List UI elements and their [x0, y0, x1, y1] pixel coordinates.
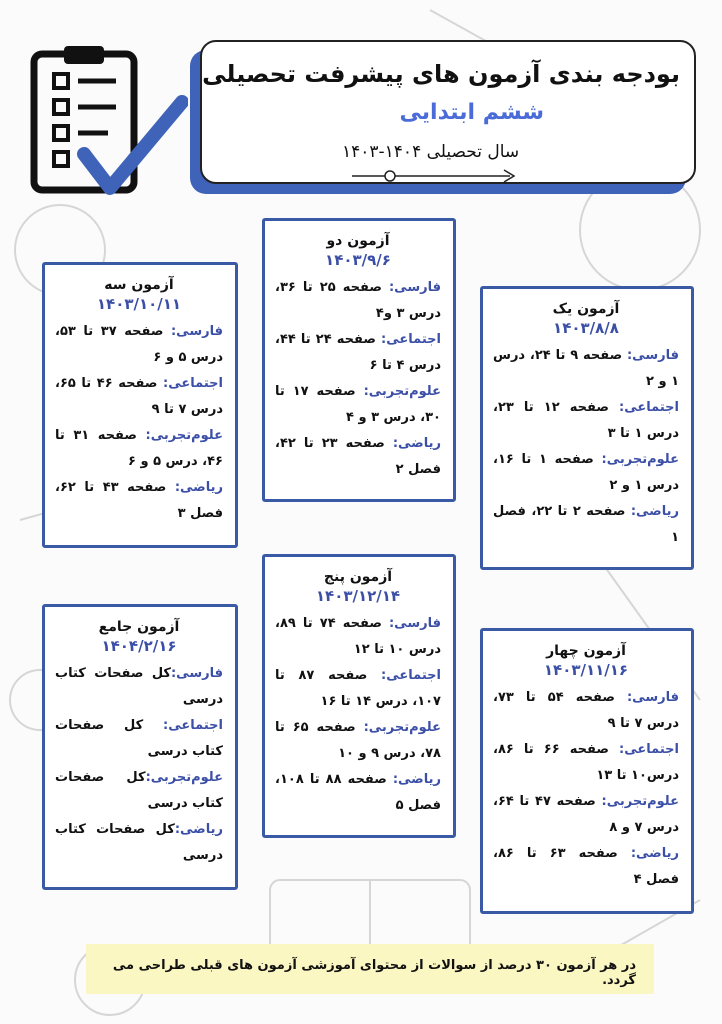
page-title: بودجه بندی آزمون های پیشرفت تحصیلی [202, 60, 680, 88]
subject-label: علوم‌تجربی: [145, 770, 223, 785]
subject-label: ریاضی: [174, 480, 223, 495]
subject-pages: صفحه ۱۲ تا ۲۳، درس ۱ تا ۳ [493, 400, 679, 441]
exam-item-social [275, 327, 441, 379]
subject-pages: کل صفحات کتاب درسی [55, 822, 223, 863]
subject-pages: کل صفحات کتاب درسی [55, 718, 223, 759]
subject-pages: کل صفحات کتاب درسی [55, 770, 223, 811]
exam-date: ۱۴۰۳/۹/۶ [325, 251, 391, 269]
exam-item-farsi [55, 661, 223, 713]
subject-label: اجتماعی: [619, 400, 679, 415]
subject-label: فارسی: [388, 616, 441, 631]
exam-card-5 [262, 554, 456, 838]
academic-year: سال تحصیلی ۱۴۰۴-۱۴۰۳ [342, 142, 520, 162]
subject-pages: صفحه ۳۱ تا ۴۶، درس ۵ و ۶ [55, 428, 223, 469]
exam-title: آزمون سه [104, 277, 174, 293]
subject-pages: صفحه ۲۴ تا ۴۴، درس ۴ تا ۶ [275, 332, 441, 373]
exam-date: ۱۴۰۳/۸/۸ [553, 319, 619, 337]
exam-card-comprehensive [42, 604, 238, 890]
exam-date: ۱۴۰۴/۲/۱۶ [101, 637, 177, 655]
exam-title: آزمون دو [326, 233, 390, 249]
exam-item-science [275, 379, 441, 431]
exam-item-math [55, 475, 223, 527]
exam-item-science [493, 789, 679, 841]
exam-date: ۱۴۰۳/۱۰/۱۱ [96, 295, 182, 313]
exam-title: آزمون جامع [98, 619, 180, 635]
exam-card-3 [42, 262, 238, 548]
exam-item-math [275, 767, 441, 819]
exam-item-social [493, 395, 679, 447]
subject-label: علوم‌تجربی: [363, 720, 441, 735]
subject-pages: صفحه ۶۵ تا ۷۸، درس ۹ و ۱۰ [275, 720, 441, 761]
subject-label: اجتماعی: [619, 742, 679, 757]
exam-date: ۱۴۰۳/۱۲/۱۴ [315, 587, 401, 605]
subject-label: علوم‌تجربی: [363, 384, 441, 399]
exam-title: آزمون پنج [323, 569, 393, 585]
exam-item-farsi [275, 611, 441, 663]
subject-pages: صفحه ۵۴ تا ۷۳، درس ۷ تا ۹ [493, 690, 679, 731]
exam-item-math [275, 431, 441, 483]
subject-pages: صفحه ۲۵ تا ۳۶، درس ۳ و۴ [275, 280, 441, 321]
subject-label: ریاضی: [630, 846, 679, 861]
exam-item-farsi [493, 685, 679, 737]
subject-pages: صفحه ۱۷ تا ۳۰، درس ۳ و ۴ [275, 384, 441, 425]
subject-pages: صفحه ۷۴ تا ۸۹، درس ۱۰ تا ۱۲ [275, 616, 441, 657]
subject-pages: صفحه ۲۳ تا ۴۲، فصل ۲ [275, 436, 441, 477]
exam-card-1 [480, 286, 694, 570]
subject-label: اجتماعی: [381, 668, 441, 683]
exam-title: آزمون یک [552, 301, 620, 317]
exam-item-math [493, 499, 679, 551]
exam-item-social [55, 713, 223, 765]
exam-item-social [493, 737, 679, 789]
subject-label: ریاضی: [174, 822, 223, 837]
clipboard-checklist-icon [28, 42, 188, 202]
footer-note: در هر آزمون ۳۰ درصد از سوالات از محتوای آموزشی آزمون های قبلی طراحی می گردد. [86, 944, 654, 994]
exam-item-farsi [275, 275, 441, 327]
exam-item-social [55, 371, 223, 423]
exam-title: آزمون چهار [546, 643, 626, 659]
exam-item-social [275, 663, 441, 715]
exam-item-science [55, 423, 223, 475]
subject-pages: صفحه ۶۳ تا ۸۶، فصل ۴ [493, 846, 679, 887]
subject-pages: صفحه ۹ تا ۲۴، درس ۱ و ۲ [493, 348, 679, 389]
subject-label: ریاضی: [392, 772, 441, 787]
exam-item-farsi [55, 319, 223, 371]
subject-label: علوم‌تجربی: [601, 452, 679, 467]
subject-pages: صفحه ۴۷ تا ۶۴، درس ۷ و ۸ [493, 794, 679, 835]
subject-label: فارسی: [170, 666, 223, 681]
subject-label: ریاضی: [630, 504, 679, 519]
subject-pages: صفحه ۶۶ تا ۸۶، درس۱۰ تا ۱۳ [493, 742, 679, 783]
subject-pages: صفحه ۲ تا ۲۲، فصل ۱ [493, 504, 679, 545]
subject-label: اجتماعی: [381, 332, 441, 347]
subject-label: اجتماعی: [163, 376, 223, 391]
subject-label: فارسی: [388, 280, 441, 295]
exam-card-2 [262, 218, 456, 502]
exam-item-farsi [493, 343, 679, 395]
exam-item-science [493, 447, 679, 499]
subject-pages: صفحه ۸۷ تا ۱۰۷، درس ۱۴ تا ۱۶ [275, 668, 441, 709]
exam-item-science [55, 765, 223, 817]
subject-label: علوم‌تجربی: [601, 794, 679, 809]
subject-pages: کل صفحات کتاب درسی [55, 666, 223, 707]
subject-label: فارسی: [170, 324, 223, 339]
page-subtitle: ششم ابتدایی [399, 100, 544, 125]
subject-pages: صفحه ۳۷ تا ۵۳، درس ۵ و ۶ [55, 324, 223, 365]
exam-item-science [275, 715, 441, 767]
exam-item-math [55, 817, 223, 869]
subject-label: فارسی: [626, 690, 679, 705]
exam-item-math [493, 841, 679, 893]
subject-label: اجتماعی: [163, 718, 223, 733]
subject-pages: صفحه ۸۸ تا ۱۰۸، فصل ۵ [275, 772, 441, 813]
subject-pages: صفحه ۱ تا ۱۶، درس ۱ و ۲ [493, 452, 679, 493]
header-box [200, 40, 696, 184]
exam-date: ۱۴۰۳/۱۱/۱۶ [543, 661, 629, 679]
subject-label: فارسی: [626, 348, 679, 363]
arrow-decoration-icon [350, 168, 520, 184]
exam-card-4 [480, 628, 694, 914]
subject-label: علوم‌تجربی: [145, 428, 223, 443]
subject-pages: صفحه ۴۳ تا ۶۲، فصل ۳ [55, 480, 223, 521]
subject-label: ریاضی: [392, 436, 441, 451]
subject-pages: صفحه ۴۶ تا ۶۵، درس ۷ تا ۹ [55, 376, 223, 417]
